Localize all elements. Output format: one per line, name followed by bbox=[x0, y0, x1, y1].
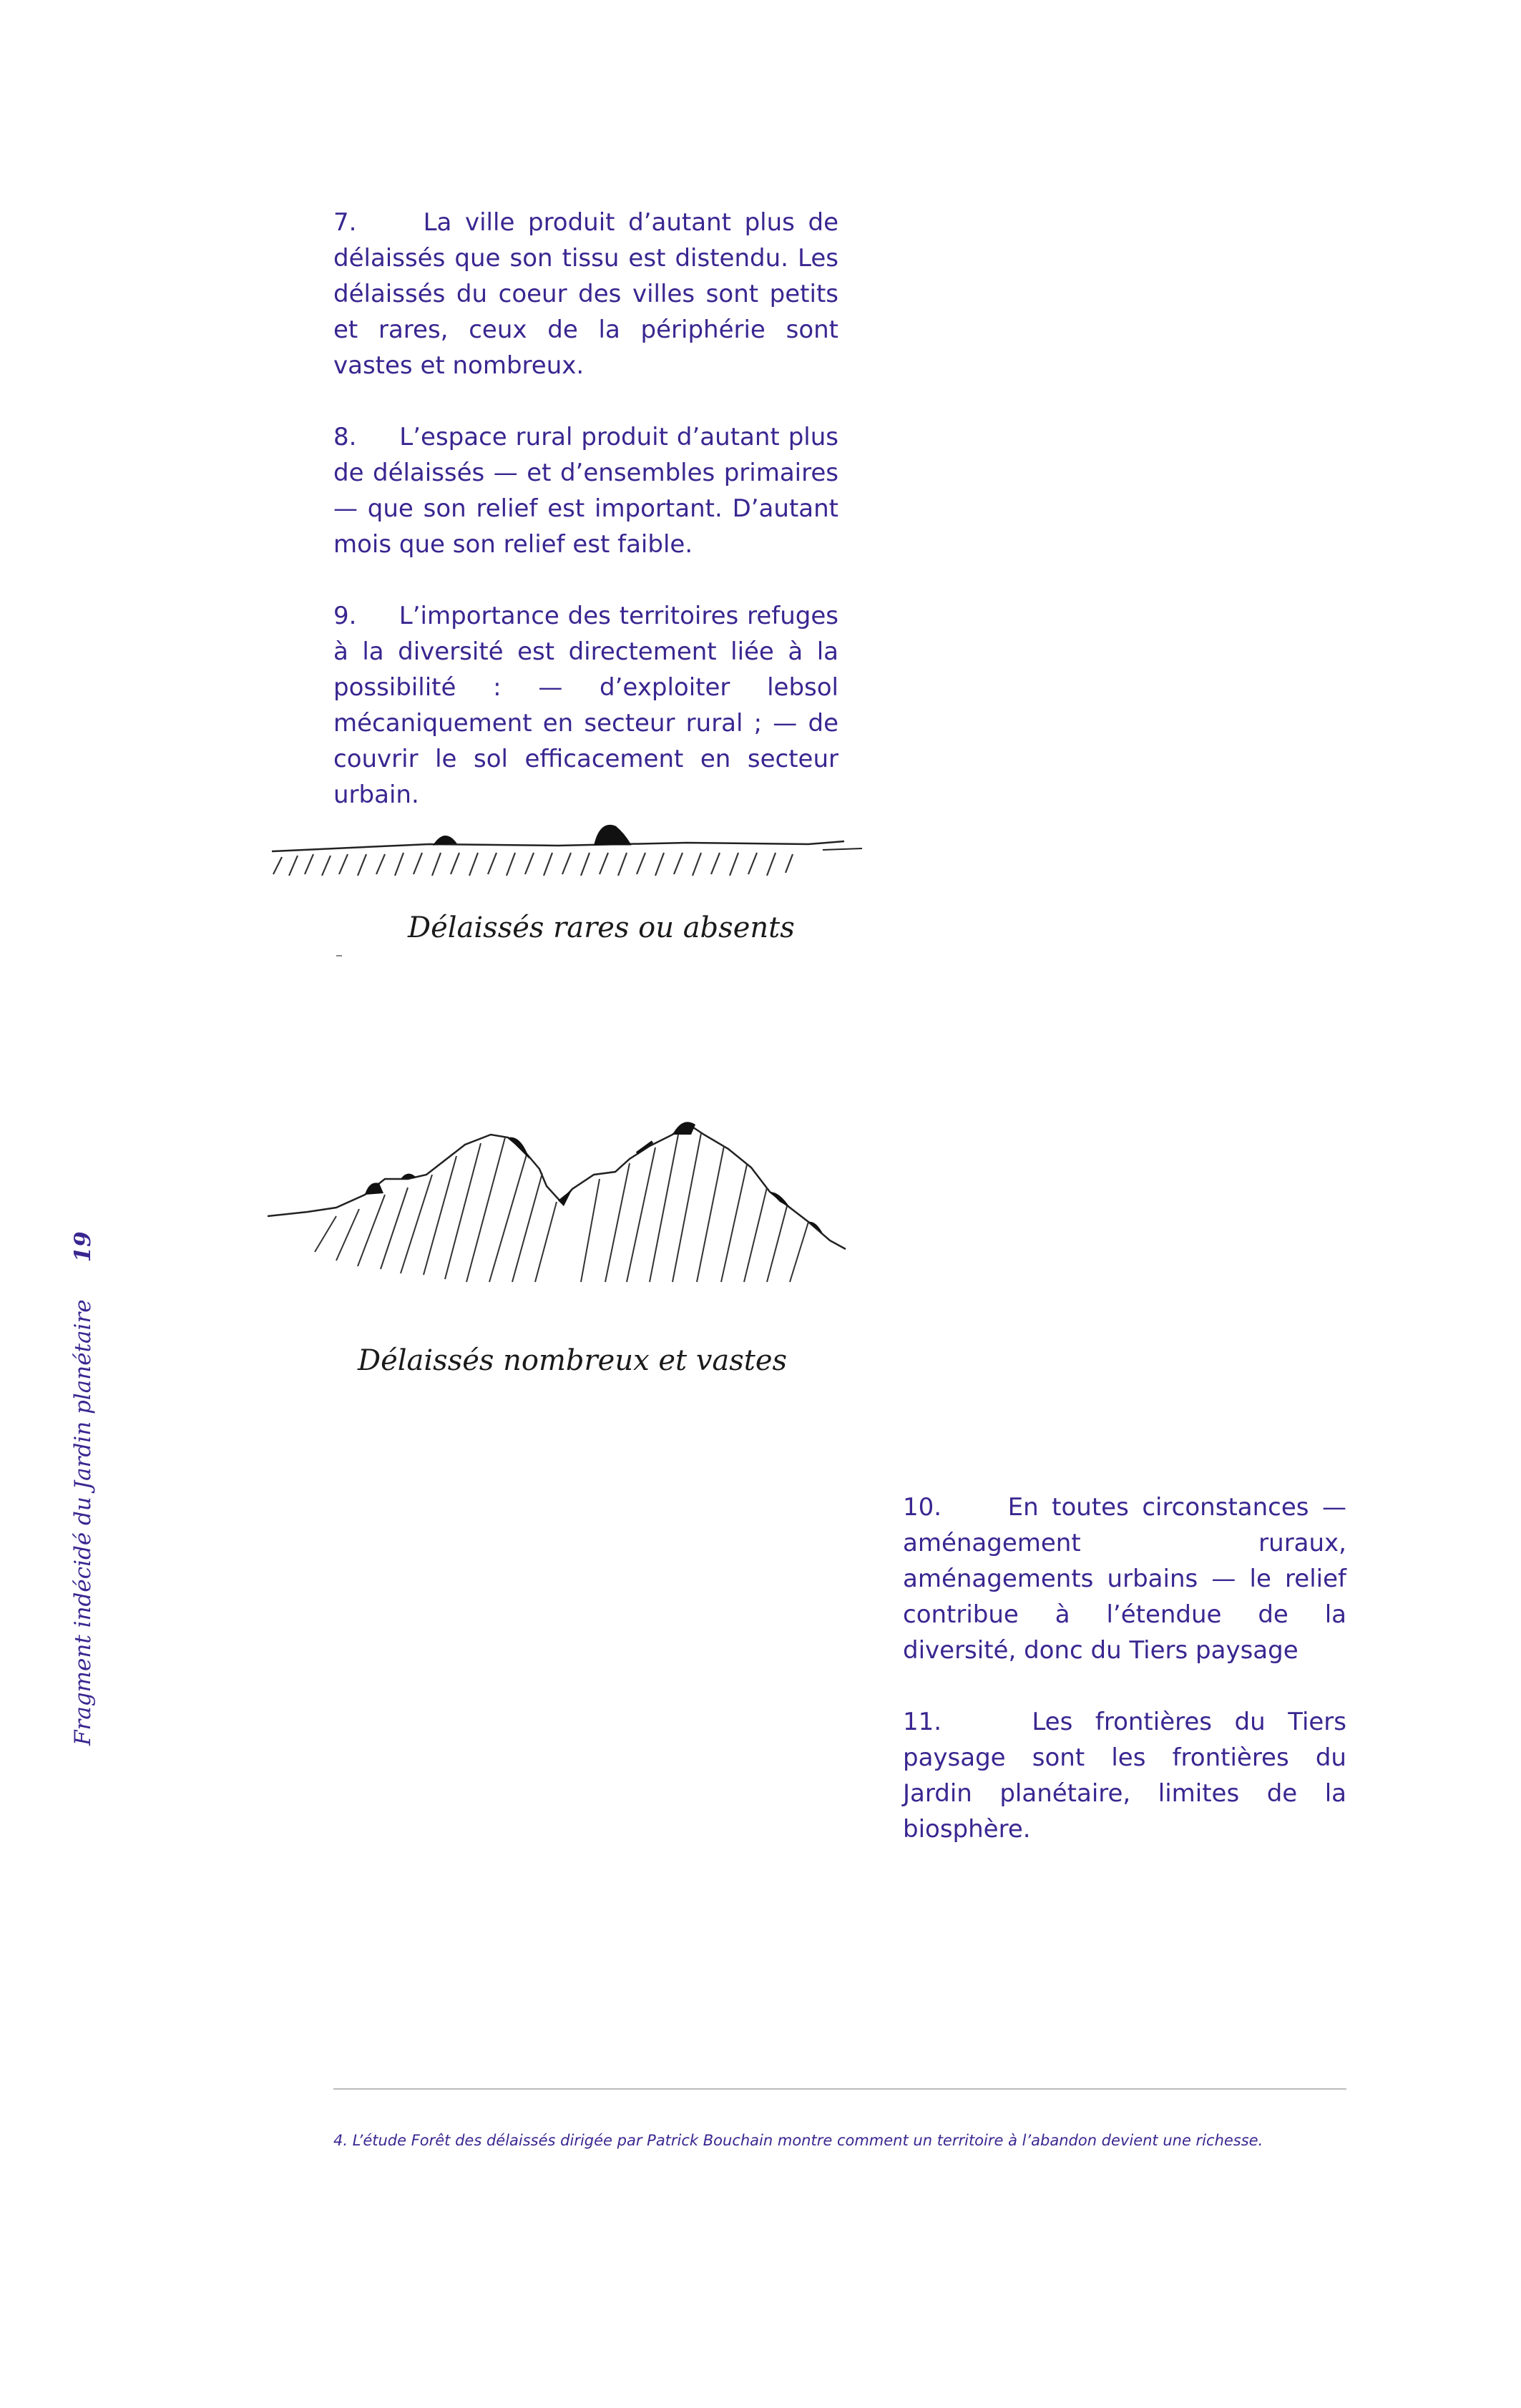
list-item bbox=[903, 1489, 1346, 1668]
item-number: 10. bbox=[903, 1493, 942, 1522]
sketch-hilly-terrain bbox=[258, 1095, 1009, 1409]
item-text: La ville produit d’autant plus de délaissés que son tissu est distendu. Les délaissés du coeur des villes sont petits et rares, ceux de la périphérie sont vastes et nombreux. bbox=[333, 208, 838, 380]
running-title bbox=[70, 1231, 96, 1746]
sketch-caption: Délaissés rares ou absents bbox=[408, 911, 795, 944]
page-number: 19 bbox=[70, 1231, 96, 1263]
right-column bbox=[903, 1489, 1346, 1847]
item-number: 8. bbox=[333, 423, 357, 451]
item-number: 11. bbox=[903, 1708, 942, 1736]
sketch-caption: Délaissés nombreux et vastes bbox=[358, 1344, 788, 1377]
list-item bbox=[333, 598, 838, 813]
sketch-flat-terrain bbox=[258, 808, 887, 987]
item-text: En toutes circonstances — aménagement ruraux, aménagements urbains — le relief contribue à l’étendue de la diversité, donc du Tiers paysage bbox=[903, 1493, 1346, 1665]
left-column bbox=[333, 205, 838, 813]
footnote: 4. L’étude Forêt des délaissés dirigée par Patrick Bouchain montre comment un territoire à l’abandon devient une richesse. bbox=[333, 2132, 1263, 2149]
item-number: 7. bbox=[333, 208, 357, 237]
item-text: L’espace rural produit d’autant plus de délaissés — et d’ensembles primaires — que son relief est important. D’autant mois que son relief est faible. bbox=[333, 423, 838, 559]
item-text: Les frontières du Tiers paysage sont les frontières du Jardin planétaire, limites de la biosphère. bbox=[903, 1708, 1347, 1844]
book-title: Fragment indécidé du Jardin planétaire bbox=[70, 1299, 96, 1746]
list-item bbox=[333, 205, 838, 383]
footnote-divider bbox=[333, 2088, 1346, 2090]
list-item bbox=[903, 1704, 1346, 1847]
list-item bbox=[333, 419, 838, 562]
item-number: 9. bbox=[333, 602, 357, 630]
item-text: L’importance des territoires refuges à la diversité est directement liée à la possibilité : — d’exploiter lebsol mécaniquement en secteur rural ; — de couvrir le sol efficacement en secteur urbain. bbox=[333, 602, 838, 809]
